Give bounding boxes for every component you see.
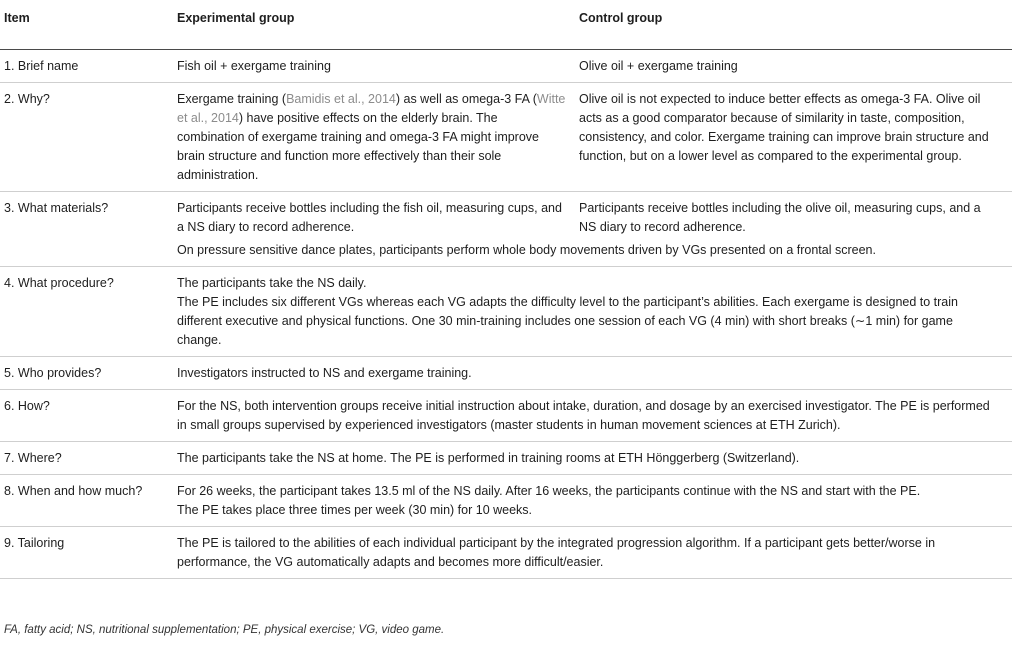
text-line: The PE takes place three times per week (30 min) for 10 weeks. (177, 503, 533, 517)
table-row (0, 390, 1012, 442)
row-item: 1. Brief name (4, 59, 79, 73)
shared-cell: Investigators instructed to NS and exergame training. (177, 366, 472, 380)
shared-cell: The PE is tailored to the abilities of each individual participant by the integrated progression algorithm. If a participant gets better/worse in performance, the VG automatically adapts and becomes more difficult/easier. (177, 536, 936, 569)
row-item: 6. How? (4, 399, 50, 413)
experimental-cell (177, 83, 579, 192)
citation-link[interactable]: Bamidis et al., 2014 (286, 92, 396, 106)
control-cell: Participants receive bottles including the olive oil, measuring cups, and a NS diary to record adherence. (579, 201, 981, 234)
row-item: 8. When and how much? (4, 484, 143, 498)
table-row (0, 83, 1012, 192)
table-row (0, 475, 1012, 527)
experimental-cell: Participants receive bottles including the fish oil, measuring cups, and a NS diary to record adherence. (177, 201, 562, 234)
row-item: 9. Tailoring (4, 536, 65, 550)
row-item: 5. Who provides? (4, 366, 102, 380)
control-cell: Olive oil is not expected to induce better effects as omega-3 FA. Olive oil acts as a good comparator because of similarity in taste, composition, consistency, and color. Exergame training can improve brain structure and function, but on a lower level as compared to the experimental group. (579, 92, 989, 163)
table-row (0, 442, 1012, 475)
shared-cell (177, 475, 1012, 527)
table-row (0, 357, 1012, 390)
citation-link[interactable]: Witte et al., 2014 (177, 92, 566, 125)
row-item: 7. Where? (4, 451, 62, 465)
text-line: For 26 weeks, the participant takes 13.5 ml of the NS daily. After 16 weeks, the participants continue with the NS and start with the PE. (177, 484, 921, 498)
shared-cell: For the NS, both intervention groups receive initial instruction about intake, duration, and dosage by an exercised investigator. The PE is performed in small groups supervised by experienced investigators (master students in human movement sciences at ETH Zurich). (177, 399, 990, 432)
row-item: 3. What materials? (4, 201, 109, 215)
experimental-cell: Fish oil + exergame training (177, 59, 331, 73)
header-item: Item (0, 0, 177, 50)
control-cell: Olive oil + exergame training (579, 59, 738, 73)
header-experimental: Experimental group (177, 0, 579, 50)
shared-cell: On pressure sensitive dance plates, participants perform whole body movements driven by VGs presented on a frontal screen. (177, 243, 876, 257)
table-row (0, 267, 1012, 357)
text-line: The participants take the NS daily. (177, 276, 367, 290)
table-row (0, 50, 1012, 83)
text-fragment: ) as well as omega-3 FA ( (395, 92, 537, 106)
row-item: 2. Why? (4, 92, 50, 106)
text-line: The PE includes six different VGs whereas each VG adapts the difficulty level to the participant’s abilities. Each exergame is designed to train different executive and physical functions. One 30 min-training includes one session of each VG (4 min) with short breaks (∼1 min) for game change. (177, 295, 958, 347)
shared-cell (177, 267, 1012, 357)
text-fragment: Exergame training ( (177, 92, 287, 106)
shared-cell: The participants take the NS at home. The PE is performed in training rooms at ETH Hönggerberg (Switzerland). (177, 451, 800, 465)
table-footnote: FA, fatty acid; NS, nutritional supplementation; PE, physical exercise; VG, video game. (4, 624, 445, 636)
table-row (0, 527, 1012, 579)
header-control: Control group (579, 0, 1012, 50)
table-header-row (0, 0, 1012, 50)
table-row (0, 192, 1012, 267)
materials-cell (177, 192, 1012, 267)
text-fragment: ) have positive effects on the elderly brain. The combination of exergame training and omega-3 FA might improve brain structure and function more effectively than their sole administration. (177, 111, 539, 182)
row-item: 4. What procedure? (4, 276, 114, 290)
